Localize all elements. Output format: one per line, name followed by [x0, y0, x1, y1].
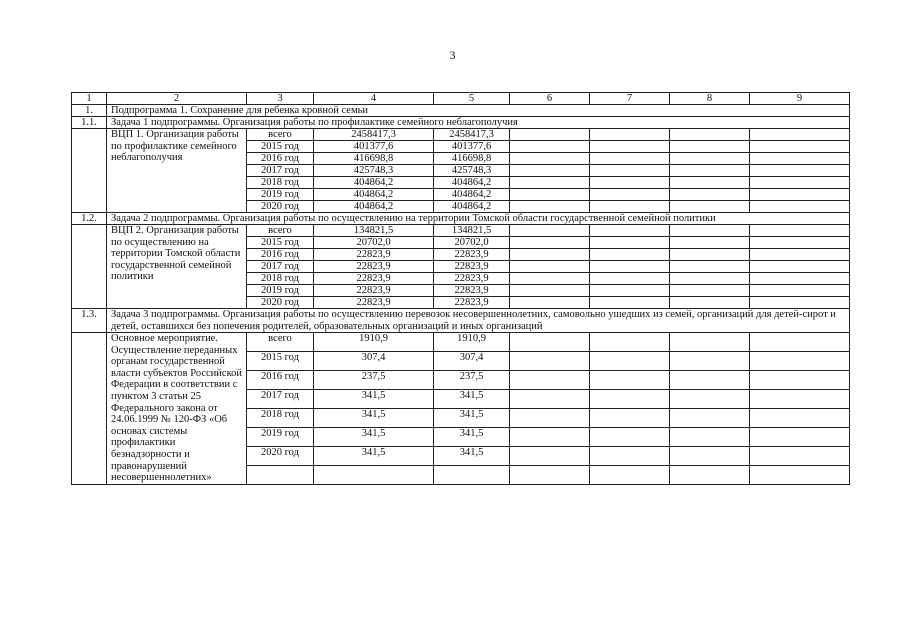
empty-cell	[670, 465, 750, 484]
page-number: 3	[449, 48, 456, 62]
empty-cell	[750, 370, 850, 389]
empty-cell	[750, 446, 850, 465]
funding-total: 22823,9	[314, 297, 434, 309]
empty-cell	[510, 446, 590, 465]
program-description: ВЦП 2. Организация работы по осуществлению на территории Томской области государственной семейной политики	[107, 225, 247, 309]
funding-total: 22823,9	[314, 261, 434, 273]
empty-cell	[670, 446, 750, 465]
program-description: ВЦП 1. Организация работы по профилактике семейного неблагополучия	[107, 129, 247, 213]
empty-cell	[750, 273, 850, 285]
funding-source: 22823,9	[434, 249, 510, 261]
period-label: 2015 год	[247, 351, 314, 370]
empty-cell	[670, 273, 750, 285]
empty-cell	[510, 389, 590, 408]
empty-cell	[750, 261, 850, 273]
funding-total: 341,5	[314, 408, 434, 427]
empty-cell	[750, 297, 850, 309]
empty-cell	[590, 165, 670, 177]
empty-cell	[314, 465, 434, 484]
funding-total: 134821,5	[314, 225, 434, 237]
funding-total: 22823,9	[314, 285, 434, 297]
funding-total: 22823,9	[314, 249, 434, 261]
empty-cell	[750, 201, 850, 213]
empty-cell	[670, 129, 750, 141]
empty-cell	[590, 201, 670, 213]
funding-total: 341,5	[314, 389, 434, 408]
column-number: 4	[314, 93, 434, 105]
section-title: Задача 1 подпрограммы. Организация работы по профилактике семейного неблагополучия	[107, 117, 850, 129]
empty-cell	[510, 351, 590, 370]
empty-cell	[590, 408, 670, 427]
empty-cell	[670, 141, 750, 153]
funding-source: 20702,0	[434, 237, 510, 249]
empty-cell	[510, 177, 590, 189]
column-number: 9	[750, 93, 850, 105]
funding-source: 341,5	[434, 408, 510, 427]
funding-source: 22823,9	[434, 297, 510, 309]
funding-source: 401377,6	[434, 141, 510, 153]
funding-source: 404864,2	[434, 177, 510, 189]
empty-cell	[590, 141, 670, 153]
section-heading-row	[72, 309, 850, 333]
period-label: 2020 год	[247, 297, 314, 309]
section-title: Подпрограмма 1. Сохранение для ребенка кровной семьи	[107, 105, 850, 117]
empty-cell	[750, 225, 850, 237]
empty-cell	[750, 249, 850, 261]
funding-source: 341,5	[434, 446, 510, 465]
funding-total: 341,5	[314, 446, 434, 465]
empty-cell	[670, 427, 750, 446]
empty-cell	[510, 333, 590, 352]
period-label: 2016 год	[247, 249, 314, 261]
funding-total: 404864,2	[314, 201, 434, 213]
empty-cell	[510, 249, 590, 261]
funding-total: 307,4	[314, 351, 434, 370]
empty-cell	[750, 389, 850, 408]
period-label: всего	[247, 129, 314, 141]
empty-cell	[510, 370, 590, 389]
funding-source: 341,5	[434, 427, 510, 446]
empty-cell	[590, 261, 670, 273]
empty-cell	[590, 297, 670, 309]
period-label: 2019 год	[247, 427, 314, 446]
empty-cell	[750, 141, 850, 153]
empty-cell	[670, 333, 750, 352]
section-title: Задача 2 подпрограммы. Организация работы по осуществлению на территории Томской области государственной семейной политики	[107, 213, 850, 225]
column-number: 3	[247, 93, 314, 105]
section-heading-row	[72, 105, 850, 117]
section-number: 1.	[72, 105, 107, 117]
period-label: всего	[247, 225, 314, 237]
empty-cell	[670, 389, 750, 408]
column-number: 7	[590, 93, 670, 105]
empty-cell	[510, 189, 590, 201]
row-number-cell	[72, 129, 107, 213]
empty-cell	[750, 427, 850, 446]
empty-cell	[510, 165, 590, 177]
empty-cell	[590, 189, 670, 201]
empty-cell	[670, 153, 750, 165]
period-label: всего	[247, 333, 314, 352]
empty-cell	[670, 370, 750, 389]
column-number: 8	[670, 93, 750, 105]
funding-source: 1910,9	[434, 333, 510, 352]
empty-cell	[750, 408, 850, 427]
funding-source: 22823,9	[434, 273, 510, 285]
funding-total: 416698,8	[314, 153, 434, 165]
empty-cell	[510, 273, 590, 285]
empty-cell	[750, 333, 850, 352]
empty-cell	[590, 129, 670, 141]
column-number: 2	[107, 93, 247, 105]
empty-cell	[510, 129, 590, 141]
empty-cell	[590, 465, 670, 484]
empty-cell	[590, 249, 670, 261]
funding-total: 341,5	[314, 427, 434, 446]
funding-total: 1910,9	[314, 333, 434, 352]
header-row	[72, 93, 850, 105]
section-number: 1.3.	[72, 309, 107, 333]
row-number-cell	[72, 225, 107, 309]
section-title: Задача 3 подпрограммы. Организация работы по осуществлению перевозок несовершеннолетних, самовольно ушедших из семей, организаций для детей-сирот и детей, оставшихся без попечения родителей, образовательных организаций и иных организаций	[107, 309, 850, 333]
empty-cell	[670, 177, 750, 189]
empty-cell	[670, 189, 750, 201]
budget-table	[71, 92, 850, 485]
period-label: 2019 год	[247, 285, 314, 297]
empty-cell	[590, 225, 670, 237]
empty-cell	[750, 177, 850, 189]
funding-total: 237,5	[314, 370, 434, 389]
empty-cell	[590, 370, 670, 389]
period-label: 2020 год	[247, 446, 314, 465]
empty-cell	[510, 465, 590, 484]
empty-cell	[247, 465, 314, 484]
empty-cell	[510, 237, 590, 249]
empty-cell	[510, 261, 590, 273]
empty-cell	[670, 408, 750, 427]
section-number: 1.2.	[72, 213, 107, 225]
table-row	[72, 129, 850, 141]
empty-cell	[750, 237, 850, 249]
empty-cell	[670, 285, 750, 297]
empty-cell	[670, 165, 750, 177]
empty-cell	[510, 285, 590, 297]
empty-cell	[510, 297, 590, 309]
empty-cell	[590, 333, 670, 352]
funding-total: 404864,2	[314, 177, 434, 189]
section-heading-row	[72, 117, 850, 129]
empty-cell	[590, 177, 670, 189]
empty-cell	[670, 297, 750, 309]
period-label: 2020 год	[247, 201, 314, 213]
program-description: Основное мероприятие. Осуществление переданных органам государственной власти субъектов Российской Федерации в соответствии с пунктом 3 статьи 25 Федерального закона от 24.06.1999 № 120-ФЗ «Об основах системы профилактики безнадзорности и правонарушений несовершеннолетних»	[107, 333, 247, 485]
funding-source: 307,4	[434, 351, 510, 370]
empty-cell	[510, 225, 590, 237]
period-label: 2017 год	[247, 389, 314, 408]
empty-cell	[510, 427, 590, 446]
period-label: 2015 год	[247, 141, 314, 153]
empty-cell	[590, 273, 670, 285]
funding-source: 237,5	[434, 370, 510, 389]
empty-cell	[510, 408, 590, 427]
empty-cell	[670, 201, 750, 213]
funding-source: 341,5	[434, 389, 510, 408]
funding-source: 425748,3	[434, 165, 510, 177]
table-row	[72, 225, 850, 237]
row-number-cell	[72, 333, 107, 485]
table-row	[72, 333, 850, 352]
period-label: 2017 год	[247, 165, 314, 177]
section-number: 1.1.	[72, 117, 107, 129]
empty-cell	[750, 153, 850, 165]
section-heading-row	[72, 213, 850, 225]
period-label: 2018 год	[247, 408, 314, 427]
funding-source: 134821,5	[434, 225, 510, 237]
funding-source: 404864,2	[434, 201, 510, 213]
funding-source: 2458417,3	[434, 129, 510, 141]
period-label: 2016 год	[247, 370, 314, 389]
column-number: 5	[434, 93, 510, 105]
empty-cell	[750, 129, 850, 141]
funding-total: 404864,2	[314, 189, 434, 201]
empty-cell	[750, 465, 850, 484]
funding-source: 416698,8	[434, 153, 510, 165]
funding-total: 2458417,3	[314, 129, 434, 141]
empty-cell	[750, 285, 850, 297]
empty-cell	[510, 141, 590, 153]
period-label: 2019 год	[247, 189, 314, 201]
empty-cell	[670, 225, 750, 237]
funding-source: 22823,9	[434, 261, 510, 273]
period-label: 2015 год	[247, 237, 314, 249]
period-label: 2018 год	[247, 273, 314, 285]
funding-source: 404864,2	[434, 189, 510, 201]
empty-cell	[590, 446, 670, 465]
funding-total: 425748,3	[314, 165, 434, 177]
column-number: 1	[72, 93, 107, 105]
funding-source: 22823,9	[434, 285, 510, 297]
period-label: 2018 год	[247, 177, 314, 189]
empty-cell	[750, 351, 850, 370]
empty-cell	[590, 237, 670, 249]
empty-cell	[590, 153, 670, 165]
period-label: 2017 год	[247, 261, 314, 273]
empty-cell	[670, 351, 750, 370]
empty-cell	[590, 351, 670, 370]
empty-cell	[510, 153, 590, 165]
period-label: 2016 год	[247, 153, 314, 165]
empty-cell	[670, 237, 750, 249]
column-number: 6	[510, 93, 590, 105]
empty-cell	[590, 285, 670, 297]
funding-total: 22823,9	[314, 273, 434, 285]
empty-cell	[750, 165, 850, 177]
funding-total: 401377,6	[314, 141, 434, 153]
empty-cell	[590, 427, 670, 446]
empty-cell	[670, 261, 750, 273]
empty-cell	[670, 249, 750, 261]
funding-total: 20702,0	[314, 237, 434, 249]
empty-cell	[750, 189, 850, 201]
empty-cell	[510, 201, 590, 213]
empty-cell	[590, 389, 670, 408]
empty-cell	[434, 465, 510, 484]
